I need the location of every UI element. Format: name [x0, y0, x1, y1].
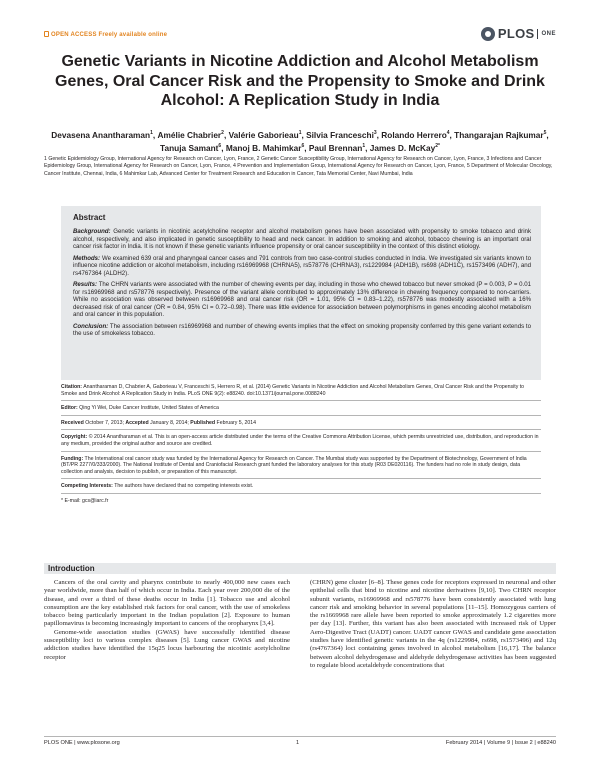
author: Amélie Chabrier$^2$, — [157, 129, 229, 140]
abstract-conclusion: Conclusion: The association between rs16969968 and number of chewing events implies that the effect on smoking propensity conferred by this gene variant extends to the use of smokeless tobacco. — [73, 322, 531, 337]
journal-header — [44, 26, 556, 46]
body-column-left — [44, 579, 290, 662]
author: Silvia Franceschi$^3$, — [306, 129, 382, 140]
paragraph: Genome-wide association studies (GWAS) have successfully identified disease susceptibility loci to various complex diseases [5]. Lung cancer GWAS and nicotine addiction studies have identified the 15q25 locus harbouring the nicotinic acetylcholine receptor — [44, 628, 290, 661]
page-number: 1 — [296, 740, 300, 746]
dates: Received October 7, 2013; Accepted January 8, 2014; Published February 5, 2014 — [61, 419, 257, 426]
paragraph: Cancers of the oral cavity and pharynx contribute to nearly 400,000 new cases each year worldwide, more than half of which occur in India. Each year over 200,000 die of the disease, and over a third of these deaths occur in India [1]. Tobacco use and alcohol consumption are the key established risk factors for oral cancer, with the use of smokeless tobacco being particularly important in the Indian population [2]. Exposure to human papillomavirus is becoming increasingly important to cancers of the oropharynx [3,4]. — [44, 579, 290, 628]
correspondence-email[interactable]: * E-mail: gcs@iarc.fr — [61, 497, 109, 504]
article-title: Genetic Variants in Nicotine Addiction and Alcohol Metabolism Genes, Oral Cancer Risk and the Propensity to Smoke and Drink Alcohol: A Replication Study in India — [55, 53, 545, 109]
competing-interests: Competing Interests: The authors have declared that no competing interests exist. — [61, 483, 254, 490]
footer-issue: February 2014 | Volume 9 | Issue 2 | e88240 — [445, 740, 556, 746]
affiliations: 1 Genetic Epidemiology Group, International Agency for Research on Cancer, Lyon, France, 2 Genetic Cancer Susceptibility Group, International Agency for Research on Cancer, Lyon, France, 3 Infections and Cancer Epidemiology Group, International Agency for Research on Cancer, Lyon, France, 4 Prevention and Implementation Group, International Agency for Research on Cancer, Lyon, France, 5 Department of Molecular Oncology, Cancer Institute, Chennai, India, 6 Mahimkar Lab, Advanced Center for Treatment Research and Education in Cancer, Tata Memorial Center, Navi Mumbai, India — [44, 156, 553, 177]
author: Valérie Gaborieau$^1$, — [228, 129, 307, 140]
author: Tanuja Samant$^6$, — [160, 143, 226, 154]
editor: Editor: Qing Yi Wei, Duke Cancer Institute, United States of America — [61, 405, 219, 412]
author: Devasena Anantharaman$^1$, — [51, 129, 158, 140]
section-bar — [44, 563, 556, 574]
author-list — [44, 128, 556, 155]
funding: Funding: The International oral cancer study was funded by the International Agency for Research on Cancer. The Mumbai study was supported by the Department of Biotechnology, Government of India (BT/PR 2277/0/333/2000). The National Institute of Dental and Craniofacial Research grant funded the laboratory analyses for this study (R03 DE020116). The funders had no role in study design, data collection and analysis, decision to publish, or preparation of this manuscript. — [61, 455, 527, 475]
copyright: Copyright: © 2014 Anantharaman et al. This is an open-access article distributed under the terms of the Creative Commons Attribution License, which permits unrestricted use, distribution, and reproduction in any medium, provided the original author and source are credited. — [61, 434, 539, 447]
citation: Citation: Anantharaman D, Chabrier A, Gaborieau V, Franceschi S, Herrero R, et al. (2014) Genetic Variants in Nicotine Addiction and Alcohol Metabolism Genes, Oral Cancer Risk and the Propensity to Smoke and Drink Alcohol: A Replication Study in India. PLoS ONE 9(2): e88240. doi:10.1371/journal.pone.0088240 — [61, 384, 525, 397]
plos-one-logo: PLOS ONE — [481, 26, 556, 41]
abstract-results: Results: The CHRN variants were associated with the number of chewing events per day, including in those who chewed tobacco but never smoked (P = 0.003, P = 0.01 for rs16969968 and rs578776 respectively). Presence of the variant allele contributed to approximately 13% difference in chewing frequency compared to non-carriers. While no association was observed between rs16969968 and oral cancer risk (OR = 1.01, 95% CI = 0.83–1.22), rs578776 was modestly associated with a 16% decreased risk of oral cancer (OR = 0.84, 95% CI = 0.72–0.98). There was little evidence for association between polymorphisms in genes encoding alcohol metabolism and oral cancer in this population. — [73, 281, 531, 318]
abstract-heading: Abstract — [73, 213, 106, 222]
abstract-box — [61, 206, 541, 380]
introduction-heading: Introduction — [48, 564, 95, 573]
author: James D. McKay$^{2*}$ — [369, 143, 440, 154]
body-column-right — [310, 579, 556, 670]
abstract-methods: Methods: We examined 639 oral and pharyngeal cancer cases and 791 controls from two case-control studies conducted in India. We investigated six variants known to influence nicotine addiction or alcohol metabolism, including rs16969968 (CHRNA5), rs578776 (CHRNA3), rs1229984 (ADH1B), rs698 (ADH1C), rs1573496 (ADH7), and rs4767364 (ALDH2). — [73, 254, 531, 277]
author: Rolando Herrero$^4$, — [381, 129, 452, 140]
paragraph: (CHRN) gene cluster [6–8]. These genes code for receptors expressed in neuronal and other epithelial cells that bind to nicotine and nicotine derivatives [9,10]. Two CHRN receptor subunit variants, rs16969968 and rs578776 have been consistently associated with lung cancer risk and smoking behavior in several populations [11–15]. Homozygous carriers of the rs1669968 rare allele have been reported to smoke approximately 1.2 cigarettes more per day [13]. Further, this variant has also been associated with increased risk of Upper Aero-Digestive Tract (UADT) cancer. UADT cancer GWAS and candidate gene association studies have identified genetic variants in the 4q (rs1229984, rs698, rs1573496) and 12q (rs4767364) loci containing genes involved in alcohol metabolism [16,17]. The balance between alcohol dehydrogenase and aldehyde dehydrogenase activities has been suggested to regulate blood acetaldehyde concentrations that — [310, 579, 556, 669]
article-metadata — [61, 384, 541, 508]
abstract-background: Background: Genetic variants in nicotinic acetylcholine receptor and alcohol metabolism genes have been associated with propensity to smoke tobacco and drink alcohol, respectively, and also implicated in genetic susceptibility to head and neck cancer. In addition to smoking and alcohol, tobacco chewing is an important oral cancer risk factor in India. It is not known if these genetic variants influence propensity or oral cancer susceptibility in the context of this distinct etiology. — [73, 228, 531, 250]
footer-journal[interactable]: PLOS ONE | www.plosone.org — [44, 740, 120, 746]
plos-logo-icon — [481, 27, 495, 41]
author: Thangarajan Rajkumar$^5$, — [454, 129, 549, 140]
author: Paul Brennan$^1$, — [308, 143, 370, 154]
open-lock-icon — [44, 31, 49, 37]
author: Manoj B. Mahimkar$^6$, — [225, 143, 309, 154]
open-access-label: OPEN ACCESS Freely available online — [44, 31, 167, 38]
